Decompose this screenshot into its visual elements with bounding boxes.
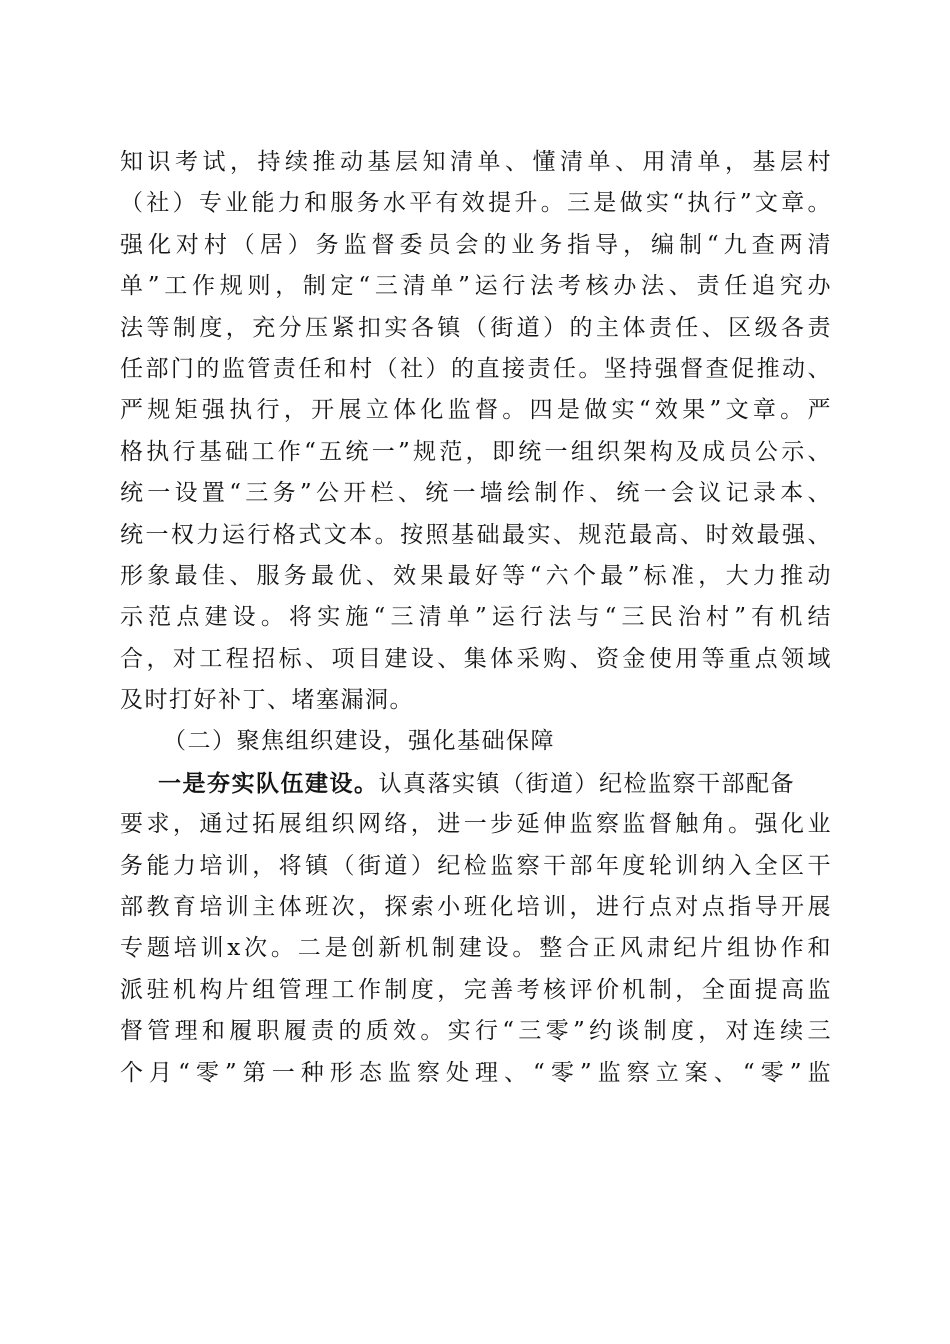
text-line: 任部门的监管责任和村（社）的直接责任。坚持强督查促推动、 (120, 355, 832, 382)
text-line: 个月“零”第一种形态监察处理、“零”监察立案、“零”监 (120, 1059, 832, 1086)
text-line: 专题培训x次。二是创新机制建设。整合正风肃纪片组协作和 (120, 935, 832, 962)
text-line: 形象最佳、服务最优、效果最好等“六个最”标准，大力推动 (120, 562, 832, 589)
paragraph-lead-phrase: 一是夯实队伍建设。 (158, 769, 379, 797)
text-line: 部教育培训主体班次，探索小班化培训，进行点对点指导开展 (120, 894, 832, 921)
text-line: 法等制度，充分压紧扣实各镇（街道）的主体责任、区级各责 (120, 314, 832, 341)
text-line: 督管理和履职履责的质效。实行“三零”约谈制度，对连续三 (120, 1018, 832, 1045)
text-line: （社）专业能力和服务水平有效提升。三是做实“执行”文章。 (120, 190, 832, 217)
document-body (120, 142, 832, 1094)
text-line: 严规矩强执行，开展立体化监督。四是做实“效果”文章。严 (120, 397, 832, 424)
paragraph-first-line (120, 763, 832, 804)
text-line: 格执行基础工作“五统一”规范，即统一组织架构及成员公示、 (120, 438, 832, 465)
text-line: 及时打好补丁、堵塞漏洞。 (120, 687, 414, 714)
text-line: 强化对村（居）务监督委员会的业务指导，编制“九查两清 (120, 231, 832, 258)
text-line: 统一权力运行格式文本。按照基础最实、规范最高、时效最强、 (120, 521, 832, 548)
text-line: 单”工作规则，制定“三清单”运行法考核办法、责任追究办 (120, 273, 832, 300)
text-line: 知识考试，持续推动基层知清单、懂清单、用清单，基层村 (120, 149, 832, 175)
text-line: 统一设置“三务”公开栏、统一墙绘制作、统一会议记录本、 (120, 480, 832, 507)
section-heading: （二）聚焦组织建设，强化基础保障 (163, 728, 555, 755)
paragraph-team-building (120, 763, 832, 1094)
text-line: 合，对工程招标、项目建设、集体采购、资金使用等重点领域 (120, 645, 832, 672)
text-line: 务能力培训，将镇（街道）纪检监察干部年度轮训纳入全区干 (120, 852, 832, 879)
text-line: 示范点建设。将实施“三清单”运行法与“三民治村”有机结 (120, 604, 832, 631)
paragraph-continuation (120, 142, 832, 721)
paragraph-first-line-text: 认真落实镇（街道）纪检监察干部配备 (378, 770, 795, 797)
text-line: 派驻机构片组管理工作制度，完善考核评价机制，全面提高监 (120, 976, 832, 1003)
text-line: 要求，通过拓展组织网络，进一步延伸监察监督触角。强化业 (120, 811, 832, 838)
